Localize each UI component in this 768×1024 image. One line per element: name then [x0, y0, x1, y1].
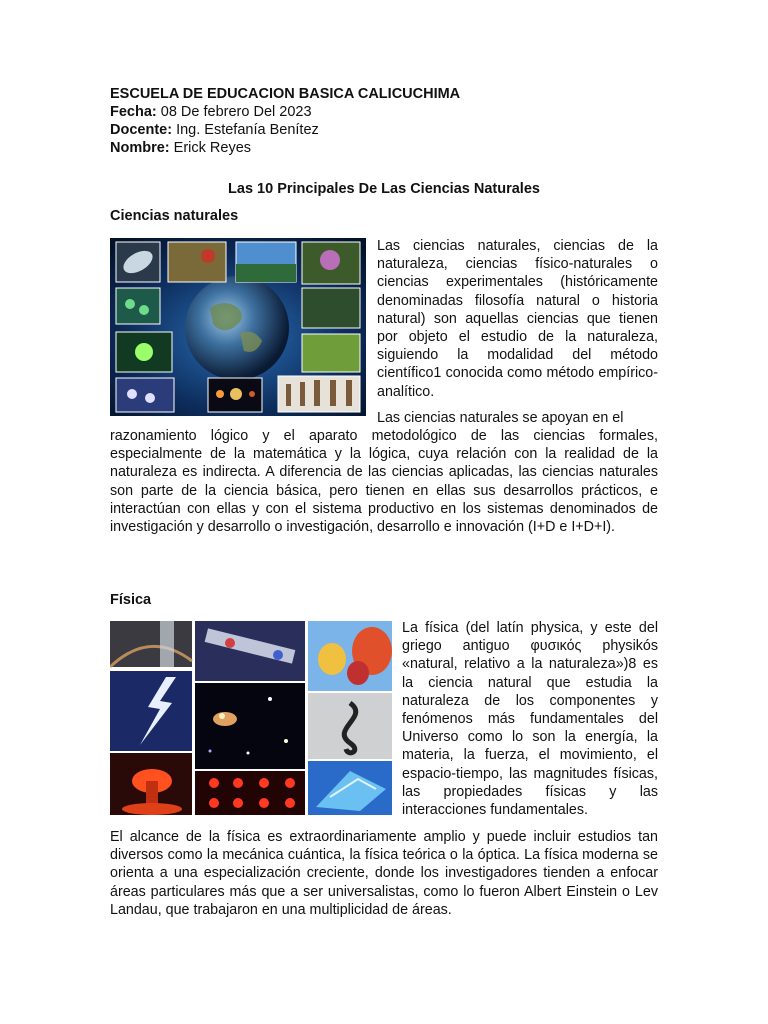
section1-paragraph-2-rest: razonamiento lógico y el aparato metodológico de las ciencias formales, especialmente de la matemática y la lógica, cuya relación con la realidad de la naturaleza es indirecta. A diferencia de las ciencias aplicadas, las ciencias naturales son parte de la ciencia básica, pero tienen en ellas sus desarrollos prácticos, e interactúan con ellas y con el sistema productivo en los sistemas denominados de investigación y desarrollo o investigación, desarrollo e innovación (I+D e I+D+I). — [110, 428, 658, 536]
student-line — [110, 139, 460, 157]
date-label: Fecha: — [110, 104, 157, 120]
section2-paragraph-2: El alcance de la física es extraordinariamente amplio y puede incluir estudios tan diversos como la mecánica cuántica, la física teórica o la óptica. La física moderna se orienta a una especialización creciente, donde los investigadores tienden a enfocar áreas particulares más que a ser universalistas, como lo fueron Albert Einstein o Lev Landau, que trabajaron en una multiplicidad de áreas. — [110, 829, 658, 918]
date-line — [110, 103, 460, 121]
natural-sciences-collage-image — [110, 238, 366, 416]
student-value: Erick Reyes — [169, 140, 252, 156]
student-label: Nombre: — [110, 140, 170, 156]
physics-collage-image — [110, 621, 392, 815]
teacher-label: Docente: — [110, 122, 173, 138]
date-value: 08 De febrero Del 2023 — [156, 104, 312, 120]
section-heading-ciencias-naturales: Ciencias naturales — [110, 208, 239, 224]
section1-paragraph-1: Las ciencias naturales, ciencias de la naturaleza, ciencias físico-naturales o ciencias experimentales (históricamente denominadas filosofía natural o historia natural) son aquellas ciencias que tienen por objeto el estudio de la naturaleza, siguiendo la modalidad del método científico1 conocida como método empírico-analítico. — [377, 238, 658, 400]
teacher-line — [110, 121, 460, 139]
document-header — [110, 85, 460, 157]
school-name: ESCUELA DE EDUCACION BASICA CALICUCHIMA — [110, 86, 461, 102]
section2-paragraph-1: La física (del latín physica, y este del griego antiguo φυσικός physikós «natural, relativo a la naturaleza»)8 es la ciencia natural que estudia la naturaleza de los componentes y fenómenos más fundamentales del Universo como lo son la energía, la materia, la fuerza, el movimiento, el espacio-tiempo, las magnitudes físicas, las propiedades físicas y las interacciones fundamentales. — [402, 620, 658, 819]
document-title: Las 10 Principales De Las Ciencias Naturales — [228, 181, 540, 197]
section-heading-fisica: Física — [110, 592, 152, 608]
section1-paragraph-2-start: Las ciencias naturales se apoyan en el — [377, 410, 624, 426]
teacher-value: Ing. Estefanía Benítez — [172, 122, 319, 138]
